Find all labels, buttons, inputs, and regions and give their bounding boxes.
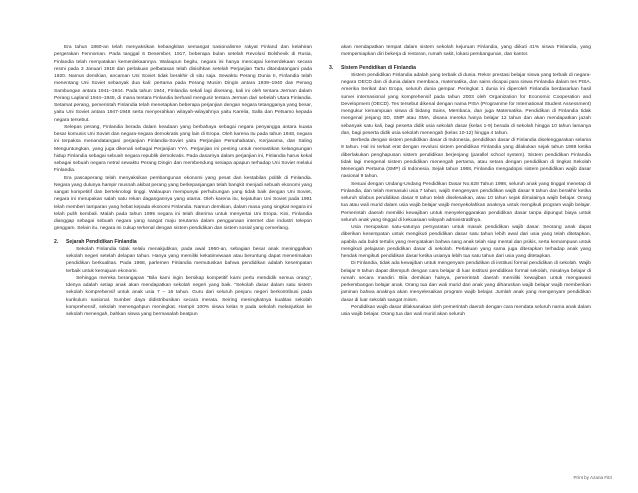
paragraph: Sekolah Finlandia tidak selalu menakjubkan, pada awal 1960-an, sebagian besar anak meninggalkan sekolah negeri setelah delapan tahun. Hanya yang memiliki kekatimewaan atau beruntung dapat menerimakan pendidikan berkualitas. Pada 1968, parlemen Finlandia memutuskan bahwa pendidikan adalah kesempatan terbaik untuk kemajuan ekonomi. (66, 246, 312, 274)
paragraph: Pendidikan wajib dasar dilaksanakan oleh pemerintah daerah dengan cara mendata seluruh nama anak dalam usia wajib belajar. Orang tua dan wali murid akan seluruh (341, 304, 591, 318)
section-title: Sistem Pendidikan di Finlandia (341, 64, 417, 71)
paragraph: akan mendapatkan tempat dalam sistem sekolah kejuruan Finlandia, yang diikuti 41% siswa Finlandia, yang mempersiapkan diri bekerja di restoran, rumah sakit, lokasi pembangunan, dan kantor. (341, 45, 591, 58)
section-number: 3. (329, 64, 334, 71)
section-heading (329, 65, 591, 72)
paragraph: Usia merupakan satu-satunya persyaratan untuk masuk pendidikan wajib dasar. Seorang anak dapat diberikan kesempatan untuk mengikuti pendidikan dasar satu tahun lebih awal dari usia yang telah ditetapkan, apabila ada bukti tertulis yang menyatakan bahwa sang anak telah siap mental dan psikis, serta kemampuan untuk mengikuti pelajaran pendidikan dasar di sekolah. Perlakuan yang sama juga diterapkan terhadap anak yang hendak mengikuti pendidikan dasar ketika usianya lebih tua satu tahun dari usia yang ditetapkan. (341, 225, 591, 260)
section-number: 2. (54, 238, 59, 245)
section-body (329, 44, 591, 59)
left-column (54, 44, 312, 318)
paragraph: Sistem pendidikan Finlandia adalah yang terbaik di dunia. Rekor prestasi belajar siswa yang terbaik di negara-negara OECD dan di dunia dalam membaca, matematika, dan sains dicapai para siswa Finlandia dalam tes PISA. Amerika Serikat dan Eropa, seluruh dunia gempar. Peringkat 1 dunia ini diperoleh Finlandia berdasarkan hasil survei internasional yang komprehensif pada tahun 2003 oleh Organization for Economic Cooperation and Development (OECD). Tes tersebut dikenal dengan nama PISA (Programme for International Student Assessment) mengukur kemampuan siswa di bidang Sains, Membaca, dan juga Matematika. Pendidikan di Finlandia tidak mengenal jenjang SD, SMP atau SMA, disana mereka hanya belajar 12 tahun dan akan mendapatkan jazah sebanyak satu kali, bagi peserta didik usia sekolah dasar (kelas 1-9) berada di sekolah hingga 10 tahun lamanya dan, bagi peserta didik usia sekolah menengah (kelas 10-12) hingga 4 tahun. (341, 72, 591, 136)
footer-credit: Print by Azaria Fitri (573, 475, 612, 480)
section-heading (54, 239, 312, 246)
paragraph: Era tahun 1860-an telah menyaksikan kebangkitan semangat nasionalisme rakyat Finland dan kelahiran pergerakan Fennoman. Pada tanggal 6 Desember, 1917, beberapa bulan setelah Revolusi Bolshevik di Rusia, Finlandia telah menyatakan kemerdekaannya. Walaupun begitu, negara ini hanya mencapai kemerdekaan secara resmi pada 3 Januari 1918 dan perlakuan pelbatasan telah disisihkan setelah Perjanjian Tartu ditandatangani pada 1920. Namun demikian, ancaman Uni Soviet tidak berakhir di situ saja. Sewaktu Perang Dunia II, Finlandia telah menentang Uni Soviet sebanyak dua kali: pertama pada Perang Musim Dingin antara 1939–1940 dan Perang Sambungan antara 1941–1944. Pada tahun 1944, Finlandia sekali lagi diserang, kali ini oleh tentara Jerman dalam Perang Lapland 1944–1945, di mana tentara Finlandia berhasil mengusir tentara Jerman dari sebelah Utara Finlandia. Setamat perang, pemerintah Finlandia telah menetapkan beberapa perjanjian dengan negara tetangganya yang besar, yaitu Uni Soviet antara 1947-1948 serta menyerahkan wilayah-wilayahnya yaitu Karelia, Salla dan Petsamo kepada negara tersebut. (54, 45, 312, 123)
section-body (329, 72, 591, 319)
paragraph: Selepas perang, Finlandia berada dalam keadaan yang berbahaya sebagai negara penyangga antara kuasa besar komunis Uni Soviet dan negara-negara demokratis yang lain di Eropa. Oleh karena itu pada tahun 1948, negara ini terpaksa menandatangani perjanjian Finlandia-Soviet yaitu Perjanjian Persahabatan, Kerjasama, dan Saling Menguntungkan, yang juga dikenali sebagai Perjanjian YYA. Perjanjian ini penting untuk memastikan kelangsungan hidup Finlandia sebagai sebuah negara republik demokratis. Pada dasarnya dalam perjanjian ini, Finlandia harus kekal sebagai sebuah negara netral sewaktu Perang Dingin dan membendung sesiapa apapun terhadap Uni Soviet melalui Finlandia. (54, 124, 312, 174)
paragraph: Berbeda dengan sistem pendidikan dasar di Indonesia, pendidikan dasar di Finlandia diselenggarakan selama 9 tahun. Hal ini terkait erat dengan revolusi sistem pendidikan Finlandia yang dilakukan sejak tahun 1968 ketika diberlakukan penghapusan sistem pendidikan berjenjang (parallel school system). Sistem pendidikan Finlandia tidak lagi mengenal sistem pendidikan menengah pertama, atau setara dengan pendidikan di tingkat Sekolah Menengah Pertama (SMP) di Indonesia. Sejak tahun 1968, Finlandia mengadopsi sistem pendidikan wajib dasar nasional 9 tahun. (341, 138, 591, 180)
section-body (54, 246, 312, 319)
section-title: Sejarah Pendidikan Finlandia (66, 238, 137, 245)
right-column (329, 44, 591, 318)
paragraph: Sehingga mereka berangapan "Bila kami ingin bersikap kompetitif kami perlu mendidik semua orang", Idenya adalah setiap anak akan mendapatkan sekolah negeri yang baik. "Sekolah dasar dalam satu sistem sekolah komprehensif untuk anak usia 7 – 16 tahun. Guru dari seluruh penjuru negeri berkontribusi pada kurikulum nasional. Sumber daya didistribusikan secara merata. Seiring meningkatnya kualitas sekolah komprehensif, sekolah menengahpun meningkat. Hampir 100% siswa kelas 9 pada sekolah melanjutkan ke sekolah menengah, bahkan siswa yang bermasalah beatpun (66, 275, 312, 318)
paragraph: Era pascaperang telah menyaksikan pembangunan ekonomi yang pesat dan kestabilan politik di Finlandia. Negara yang dulunya hampir musnah akibat perang yang berkepanjangan telah bangkit menjadi sebuah ekonomi yang sangat kompetitif dan berteknologi tinggi. Walaupun mempunyai perhubungan yang tidak baik dengan Uni Soviet, negara ini merupakan salah satu rekan dagangannya yang utama. Oleh karena itu, kejatuhan Uni Soviet pada 1991 telah memberi tamparan yang hebat kepada ekonomi Finlandia. Namun demikian, dalam masa yang singkat negara ini telah pulih kembali. Malah pada tahun 1995 negara ini telah diterima untuk menyertai Uni Eropa. Kini, Finlandia dianggap sebagai sebuah negara yang sangat maju terutama dalam penggunaan internet dan industri telepon genggam. Selain itu, negara ini cukup terkenal dengan sistem pendidikan dan sistem sosial yang cemerlang. (54, 175, 312, 232)
paragraph: Di Finlandia, tidak ada kewajiban untuk mengenyam pendidikan di institusi formal pendidikan di sekolah. Wajib belajar 9 tahun dapat ditempuh dengan cara belajar di luar institusi pendidikan formal sekolah, misalnya belajar di rumah secara mandiri. Bila demikian halnya, pemerintah daerah memiliki kewajiban untuk mengawasi perkembangan belajar anak. Orang tua dan wali murid dari anak yang diharuskan wajib belajar wajib memberikan jaminan bahwa anaknya akan menyelesaikan program wajib belajar. Jumlah anak yang mengenyam pendidikan dasar di luar sekolah sangat minim. (341, 261, 591, 303)
paragraph: Sesuai dengan Undang-Undang Pendidikan Dasar No.628 Tahun 1998, seluruh anak yang tinggal menetap di Finlandia, dan telah memasuki usia 7 tahun, wajib mengenyam pendidikan wajib dasar 9 tahun dan berakhir ketika seluruh silabus pendidikan dasar 9 tahun telah diselesaikan, atau 10 tahun sejak dimulainya wajib belajar. Orang tua atau wali murid dalam usia wajib belajar wajib menyekolahkan anaknya untuk mengikuti program wajib belajar. Pemerintah daerah memiliki kewajiban untuk menyelenggarakan pendidikan dasar tanpa dipungut biaya untuk seluruh anak yang tinggal di kekuasaan wilayah administratifnya. (341, 181, 591, 223)
